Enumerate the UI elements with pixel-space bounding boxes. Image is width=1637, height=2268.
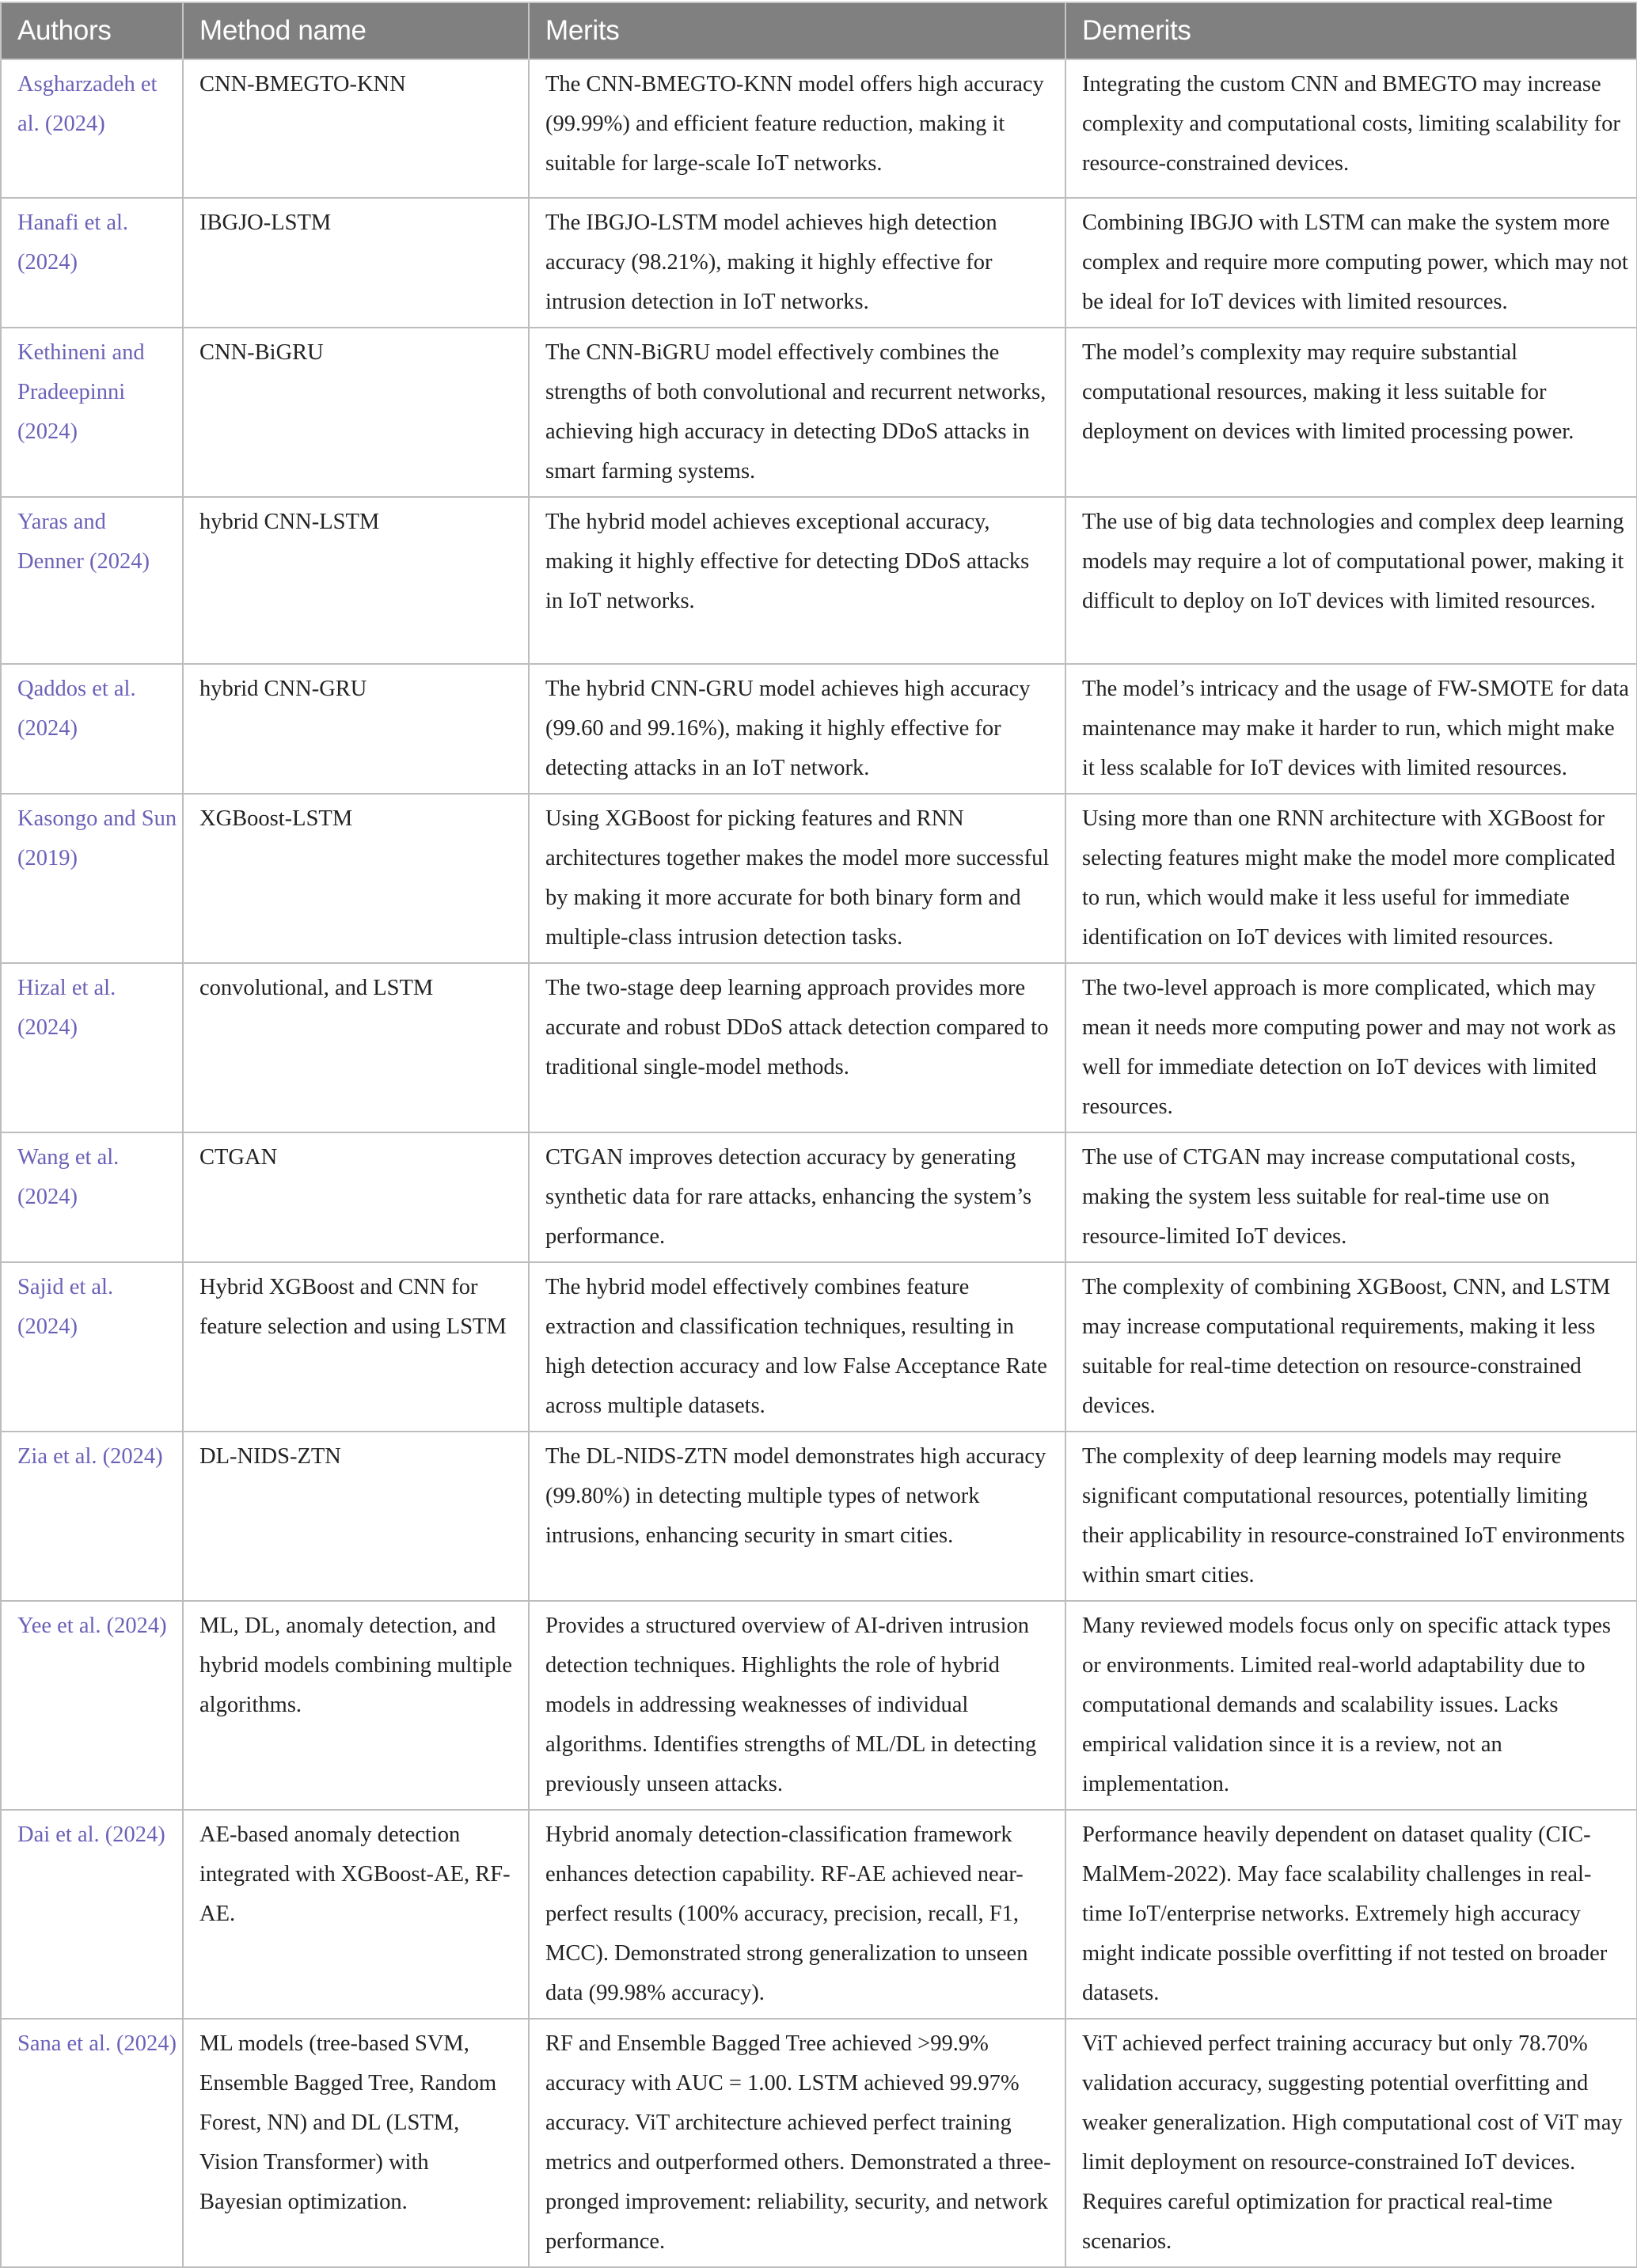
merits-cell: The CNN-BiGRU model effectively combines the strengths of both convolutional and recurrent networks, achieving high accuracy in detecting DDoS attacks in smart farming systems.	[529, 328, 1065, 497]
author-link[interactable]: Dai et al. (2024)	[17, 1822, 165, 1847]
merits-cell: CTGAN improves detection accuracy by generating synthetic data for rare attacks, enhancing the system’s performance.	[529, 1132, 1065, 1262]
method-cell: hybrid CNN-LSTM	[183, 497, 529, 664]
method-cell: convolutional, and LSTM	[183, 963, 529, 1132]
author-cell	[1, 1601, 183, 1810]
demerits-cell: The complexity of deep learning models may require significant computational resources, potentially limiting their applicability in resource-constrained IoT environments within smart cities.	[1065, 1432, 1637, 1601]
method-cell: AE-based anomaly detection integrated with XGBoost-AE, RF-AE.	[183, 1810, 529, 2019]
merits-cell: The DL-NIDS-ZTN model demonstrates high accuracy (99.80%) in detecting multiple types of network intrusions, enhancing security in smart cities.	[529, 1432, 1065, 1601]
author-link[interactable]: Kethineni and Pradeepinni (2024)	[17, 340, 145, 444]
author-link[interactable]: Asgharzadeh et al. (2024)	[17, 72, 158, 136]
demerits-cell: Combining IBGJO with LSTM can make the system more complex and require more computing power, which may not be ideal for IoT devices with limited resources.	[1065, 198, 1637, 328]
header-authors: Authors	[1, 2, 183, 59]
table-row	[1, 963, 1637, 1132]
table-row	[1, 59, 1637, 198]
method-cell: Hybrid XGBoost and CNN for feature selection and using LSTM	[183, 1262, 529, 1432]
author-link[interactable]: Kasongo and Sun (2019)	[17, 806, 177, 870]
method-cell: XGBoost-LSTM	[183, 794, 529, 963]
author-link[interactable]: Hanafi et al. (2024)	[17, 210, 129, 275]
method-cell: DL-NIDS-ZTN	[183, 1432, 529, 1601]
author-link[interactable]: Qaddos et al. (2024)	[17, 677, 136, 741]
author-cell	[1, 2019, 183, 2267]
header-method-name: Method name	[183, 2, 529, 59]
method-cell: CTGAN	[183, 1132, 529, 1262]
table-row	[1, 328, 1637, 497]
method-cell: hybrid CNN-GRU	[183, 664, 529, 794]
table-row	[1, 1262, 1637, 1432]
demerits-cell: The use of CTGAN may increase computational costs, making the system less suitable for real-time use on resource-limited IoT devices.	[1065, 1132, 1637, 1262]
merits-cell: The hybrid CNN-GRU model achieves high accuracy (99.60 and 99.16%), making it highly effective for detecting attacks in an IoT network.	[529, 664, 1065, 794]
merits-cell: RF and Ensemble Bagged Tree achieved >99.9% accuracy with AUC = 1.00. LSTM achieved 99.97% accuracy. ViT architecture achieved perfect training metrics and outperformed others. Demonstrated a three-pronged improvement: reliability, security, and network performance.	[529, 2019, 1065, 2267]
merits-cell: Provides a structured overview of AI-driven intrusion detection techniques. Highlights the role of hybrid models in addressing weaknesses of individual algorithms. Identifies strengths of ML/DL in detecting previously unseen attacks.	[529, 1601, 1065, 1810]
table-row	[1, 1601, 1637, 1810]
method-cell: CNN-BMEGTO-KNN	[183, 59, 529, 198]
table-row	[1, 664, 1637, 794]
demerits-cell: The complexity of combining XGBoost, CNN, and LSTM may increase computational requirements, making it less suitable for real-time detection on resource-constrained devices.	[1065, 1262, 1637, 1432]
merits-cell: Hybrid anomaly detection-classification framework enhances detection capability. RF-AE achieved near-perfect results (100% accuracy, precision, recall, F1, MCC). Demonstrated strong generalization to unseen data (99.98% accuracy).	[529, 1810, 1065, 2019]
demerits-cell: The model’s complexity may require substantial computational resources, making it less suitable for deployment on devices with limited processing power.	[1065, 328, 1637, 497]
merits-cell: The hybrid model achieves exceptional accuracy, making it highly effective for detecting DDoS attacks in IoT networks.	[529, 497, 1065, 664]
table-header	[1, 2, 1637, 59]
table-row	[1, 198, 1637, 328]
header-demerits: Demerits	[1065, 2, 1637, 59]
author-cell	[1, 328, 183, 497]
author-link[interactable]: Sana et al. (2024)	[17, 2031, 177, 2056]
table-row	[1, 2019, 1637, 2267]
author-cell	[1, 1132, 183, 1262]
demerits-cell: Many reviewed models focus only on specific attack types or environments. Limited real-world adaptability due to computational demands and scalability issues. Lacks empirical validation since it is a review, not an implementation.	[1065, 1601, 1637, 1810]
table-row	[1, 794, 1637, 963]
method-cell: CNN-BiGRU	[183, 328, 529, 497]
author-cell	[1, 1810, 183, 2019]
author-cell	[1, 1262, 183, 1432]
demerits-cell: The use of big data technologies and complex deep learning models may require a lot of computational power, making it difficult to deploy on IoT devices with limited resources.	[1065, 497, 1637, 664]
author-cell	[1, 59, 183, 198]
author-cell	[1, 664, 183, 794]
author-cell	[1, 963, 183, 1132]
author-link[interactable]: Sajid et al. (2024)	[17, 1275, 114, 1339]
method-cell: ML, DL, anomaly detection, and hybrid models combining multiple algorithms.	[183, 1601, 529, 1810]
table-row	[1, 1432, 1637, 1601]
author-link[interactable]: Yaras and Denner (2024)	[17, 510, 150, 574]
merits-cell: Using XGBoost for picking features and RNN architectures together makes the model more successful by making it more accurate for both binary form and multiple-class intrusion detection tasks.	[529, 794, 1065, 963]
author-cell	[1, 794, 183, 963]
merits-cell: The IBGJO-LSTM model achieves high detection accuracy (98.21%), making it highly effective for intrusion detection in IoT networks.	[529, 198, 1065, 328]
demerits-cell: ViT achieved perfect training accuracy but only 78.70% validation accuracy, suggesting potential overfitting and weaker generalization. High computational cost of ViT may limit deployment on resource-constrained IoT devices. Requires careful optimization for practical real-time scenarios.	[1065, 2019, 1637, 2267]
merits-cell: The hybrid model effectively combines feature extraction and classification techniques, resulting in high detection accuracy and low False Acceptance Rate across multiple datasets.	[529, 1262, 1065, 1432]
header-row	[1, 2, 1637, 59]
demerits-cell: Integrating the custom CNN and BMEGTO may increase complexity and computational costs, limiting scalability for resource-constrained devices.	[1065, 59, 1637, 198]
author-link[interactable]: Wang et al. (2024)	[17, 1145, 120, 1209]
author-cell	[1, 198, 183, 328]
merits-cell: The CNN-BMEGTO-KNN model offers high accuracy (99.99%) and efficient feature reduction, making it suitable for large-scale IoT networks.	[529, 59, 1065, 198]
demerits-cell: Performance heavily dependent on dataset quality (CIC-MalMem-2022). May face scalability challenges in real-time IoT/enterprise networks. Extremely high accuracy might indicate possible overfitting if not tested on broader datasets.	[1065, 1810, 1637, 2019]
merits-cell: The two-stage deep learning approach provides more accurate and robust DDoS attack detection compared to traditional single-model methods.	[529, 963, 1065, 1132]
author-link[interactable]: Hizal et al. (2024)	[17, 976, 116, 1040]
table-body	[1, 59, 1637, 2267]
table-row	[1, 1132, 1637, 1262]
demerits-cell: Using more than one RNN architecture with XGBoost for selecting features might make the model more complicated to run, which would make it less useful for immediate identification on IoT devices with limited resources.	[1065, 794, 1637, 963]
author-cell	[1, 497, 183, 664]
method-cell: ML models (tree-based SVM, Ensemble Bagged Tree, Random Forest, NN) and DL (LSTM, Vision Transformer) with Bayesian optimization.	[183, 2019, 529, 2267]
author-link[interactable]: Zia et al. (2024)	[17, 1444, 163, 1469]
demerits-cell: The model’s intricacy and the usage of FW-SMOTE for data maintenance may make it harder to run, which might make it less scalable for IoT devices with limited resources.	[1065, 664, 1637, 794]
header-merits: Merits	[529, 2, 1065, 59]
author-cell	[1, 1432, 183, 1601]
table-row	[1, 497, 1637, 664]
table-row	[1, 1810, 1637, 2019]
demerits-cell: The two-level approach is more complicated, which may mean it needs more computing power and may not work as well for immediate detection on IoT devices with limited resources.	[1065, 963, 1637, 1132]
author-link[interactable]: Yee et al. (2024)	[17, 1614, 167, 1638]
comparison-table	[0, 2, 1637, 2268]
method-cell: IBGJO-LSTM	[183, 198, 529, 328]
